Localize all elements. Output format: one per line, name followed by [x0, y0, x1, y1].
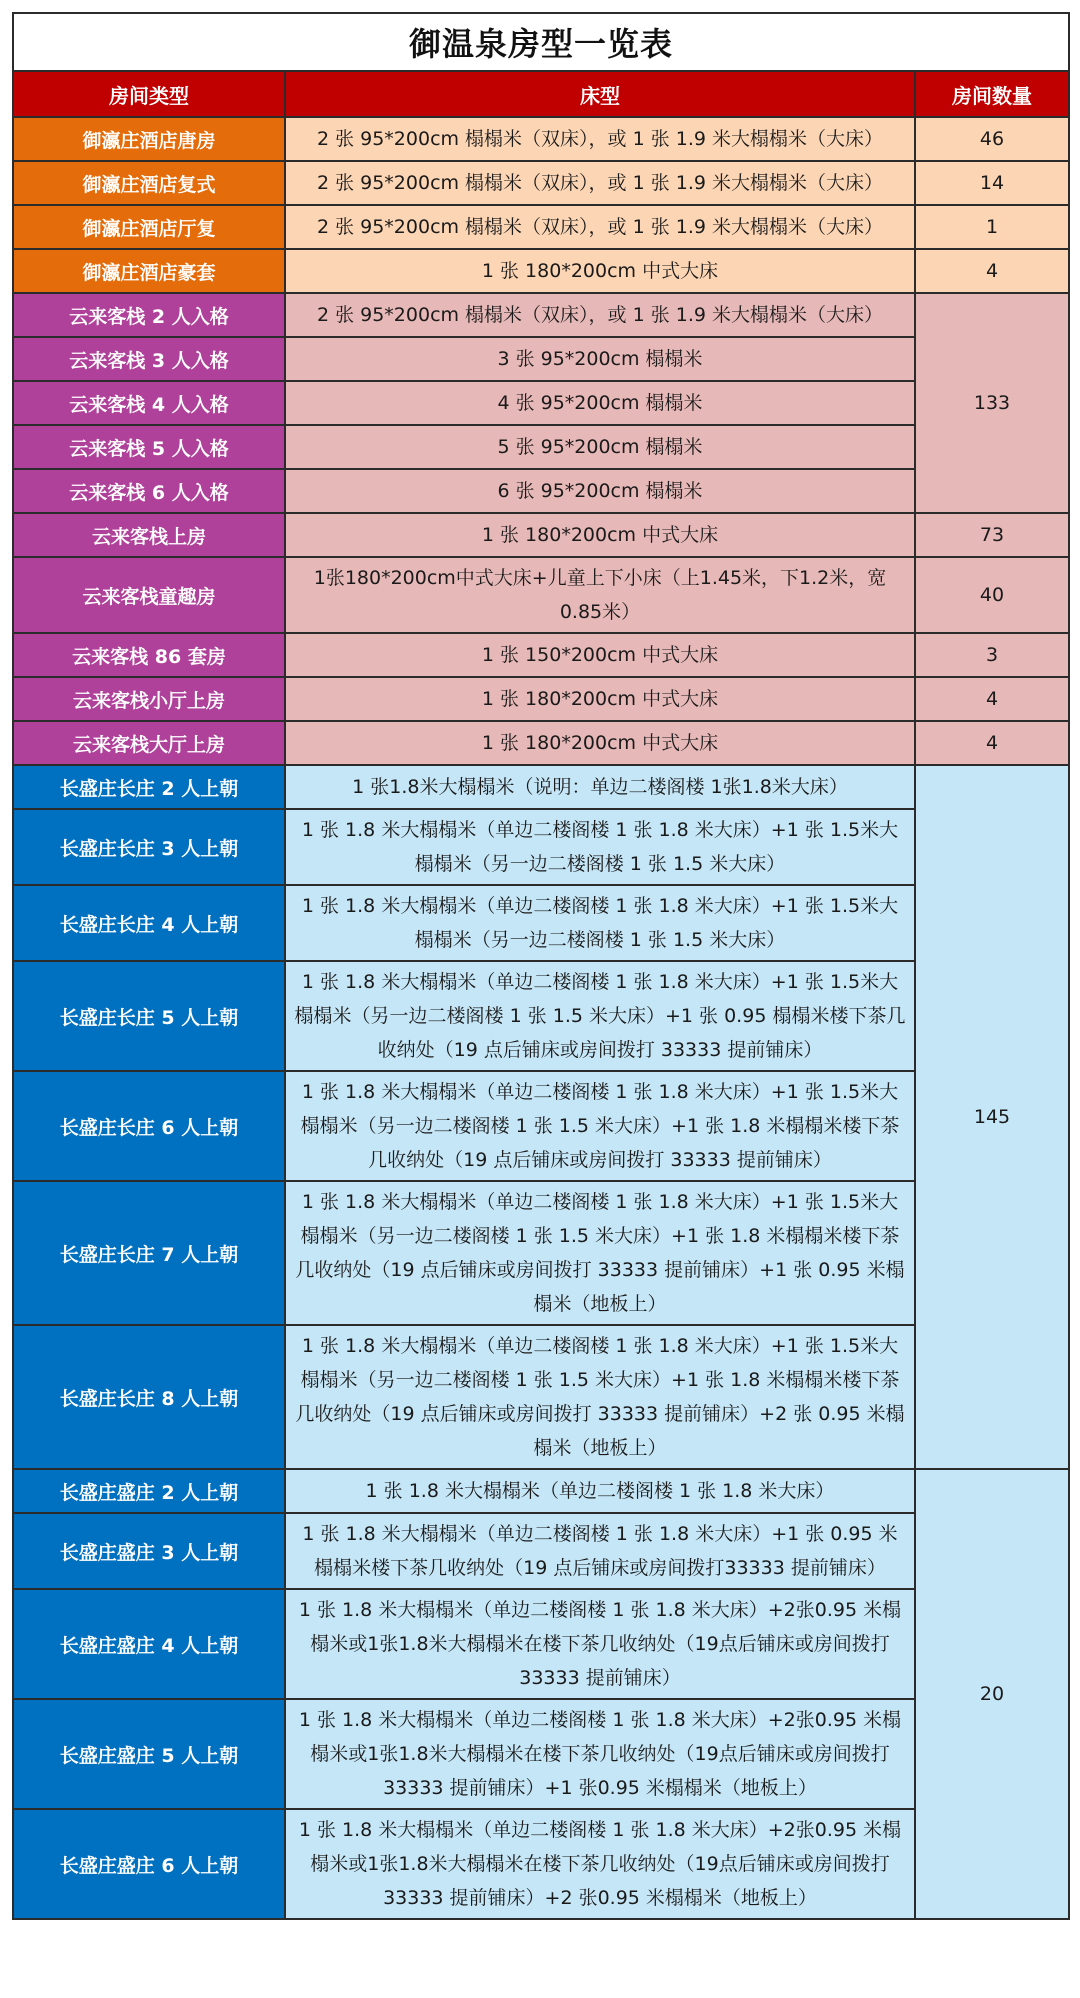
- bed-type-cell: 1 张 1.8 米大榻榻米（单边二楼阁楼 1 张 1.8 米大床）+2张0.95 米榻榻米或1张1.8米大榻榻米在楼下茶几收纳处（19点后铺床或房间拨打33333 提前铺床）+2 张0.95 米榻榻米（地板上）: [285, 1809, 915, 1919]
- bed-type-cell: 1 张 180*200cm 中式大床: [285, 677, 915, 721]
- room-type-cell: 御瀛庄酒店豪套: [13, 249, 285, 293]
- room-type-cell: 云来客栈 6 人入格: [13, 469, 285, 513]
- bed-type-cell: 4 张 95*200cm 榻榻米: [285, 381, 915, 425]
- room-type-cell: 御瀛庄酒店复式: [13, 161, 285, 205]
- room-type-table: [12, 12, 1070, 1920]
- room-count-cell: 1: [915, 205, 1069, 249]
- table-row: [13, 381, 1069, 425]
- room-type-cell: 长盛庄长庄 5 人上朝: [13, 961, 285, 1071]
- room-type-cell: 长盛庄长庄 4 人上朝: [13, 885, 285, 961]
- room-type-cell: 长盛庄盛庄 2 人上朝: [13, 1469, 285, 1513]
- bed-type-cell: 1 张 180*200cm 中式大床: [285, 721, 915, 765]
- bed-type-cell: 1 张 1.8 米大榻榻米（单边二楼阁楼 1 张 1.8 米大床）: [285, 1469, 915, 1513]
- table-row: [13, 557, 1069, 633]
- bed-type-cell: 2 张 95*200cm 榻榻米（双床），或 1 张 1.9 米大榻榻米（大床）: [285, 293, 915, 337]
- room-type-cell: 长盛庄盛庄 3 人上朝: [13, 1513, 285, 1589]
- table-row: [13, 809, 1069, 885]
- table-row: [13, 205, 1069, 249]
- table-body: [13, 117, 1069, 1919]
- bed-type-cell: 3 张 95*200cm 榻榻米: [285, 337, 915, 381]
- room-type-cell: 长盛庄盛庄 4 人上朝: [13, 1589, 285, 1699]
- room-type-cell: 云来客栈 2 人入格: [13, 293, 285, 337]
- table-row: [13, 513, 1069, 557]
- table-row: [13, 117, 1069, 161]
- room-count-cell: 20: [915, 1469, 1069, 1919]
- room-type-cell: 长盛庄长庄 6 人上朝: [13, 1071, 285, 1181]
- room-type-cell: 云来客栈大厅上房: [13, 721, 285, 765]
- bed-type-cell: 1 张1.8米大榻榻米（说明：单边二楼阁楼 1张1.8米大床）: [285, 765, 915, 809]
- table-row: [13, 1699, 1069, 1809]
- bed-type-cell: 2 张 95*200cm 榻榻米（双床），或 1 张 1.9 米大榻榻米（大床）: [285, 161, 915, 205]
- room-type-cell: 云来客栈小厅上房: [13, 677, 285, 721]
- bed-type-cell: 6 张 95*200cm 榻榻米: [285, 469, 915, 513]
- room-type-cell: 云来客栈 5 人入格: [13, 425, 285, 469]
- table-row: [13, 1469, 1069, 1513]
- room-type-cell: 云来客栈童趣房: [13, 557, 285, 633]
- bed-type-cell: 2 张 95*200cm 榻榻米（双床），或 1 张 1.9 米大榻榻米（大床）: [285, 205, 915, 249]
- table-row: [13, 425, 1069, 469]
- bed-type-cell: 1 张 180*200cm 中式大床: [285, 513, 915, 557]
- table-row: [13, 1181, 1069, 1325]
- table-row: [13, 1325, 1069, 1469]
- bed-type-cell: 1张180*200cm中式大床+儿童上下小床（上1.45米，下1.2米，宽0.85米）: [285, 557, 915, 633]
- table-row: [13, 765, 1069, 809]
- table-row: [13, 677, 1069, 721]
- bed-type-cell: 1 张 1.8 米大榻榻米（单边二楼阁楼 1 张 1.8 米大床）+1 张 1.5米大榻榻米（另一边二楼阁楼 1 张 1.5 米大床）+1 张 0.95 榻榻米楼下茶几收纳处（19 点后铺床或房间拨打 33333 提前铺床）: [285, 961, 915, 1071]
- table-row: [13, 1513, 1069, 1589]
- room-type-cell: 长盛庄长庄 8 人上朝: [13, 1325, 285, 1469]
- room-type-cell: 御瀛庄酒店厅复: [13, 205, 285, 249]
- room-count-cell: 14: [915, 161, 1069, 205]
- table-row: [13, 633, 1069, 677]
- bed-type-cell: 1 张 1.8 米大榻榻米（单边二楼阁楼 1 张 1.8 米大床）+1 张 1.5米大榻榻米（另一边二楼阁楼 1 张 1.5 米大床）+1 张 1.8 米榻榻米楼下茶几收纳处（19 点后铺床或房间拨打 33333 提前铺床）+2 张 0.95 米榻榻米（地板上）: [285, 1325, 915, 1469]
- bed-type-cell: 1 张 1.8 米大榻榻米（单边二楼阁楼 1 张 1.8 米大床）+1 张 1.5米大榻榻米（另一边二楼阁楼 1 张 1.5 米大床）+1 张 1.8 米榻榻米楼下茶几收纳处（19 点后铺床或房间拨打 33333 提前铺床）+1 张 0.95 米榻榻米（地板上）: [285, 1181, 915, 1325]
- room-type-cell: 云来客栈 3 人入格: [13, 337, 285, 381]
- room-count-cell: 40: [915, 557, 1069, 633]
- room-type-cell: 长盛庄长庄 3 人上朝: [13, 809, 285, 885]
- bed-type-cell: 1 张 1.8 米大榻榻米（单边二楼阁楼 1 张 1.8 米大床）+2张0.95 米榻榻米或1张1.8米大榻榻米在楼下茶几收纳处（19点后铺床或房间拨打33333 提前铺床）+1 张0.95 米榻榻米（地板上）: [285, 1699, 915, 1809]
- bed-type-cell: 1 张 180*200cm 中式大床: [285, 249, 915, 293]
- bed-type-cell: 1 张 1.8 米大榻榻米（单边二楼阁楼 1 张 1.8 米大床）+1 张 0.95 米榻榻米楼下茶几收纳处（19 点后铺床或房间拨打33333 提前铺床）: [285, 1513, 915, 1589]
- table-row: [13, 293, 1069, 337]
- bed-type-cell: 1 张 1.8 米大榻榻米（单边二楼阁楼 1 张 1.8 米大床）+2张0.95 米榻榻米或1张1.8米大榻榻米在楼下茶几收纳处（19点后铺床或房间拨打33333 提前铺床）: [285, 1589, 915, 1699]
- bed-type-cell: 1 张 1.8 米大榻榻米（单边二楼阁楼 1 张 1.8 米大床）+1 张 1.5米大榻榻米（另一边二楼阁楼 1 张 1.5 米大床）: [285, 809, 915, 885]
- room-count-cell: 46: [915, 117, 1069, 161]
- bed-type-cell: 5 张 95*200cm 榻榻米: [285, 425, 915, 469]
- room-count-cell: 133: [915, 293, 1069, 513]
- room-count-cell: 3: [915, 633, 1069, 677]
- bed-type-cell: 1 张 150*200cm 中式大床: [285, 633, 915, 677]
- table-row: [13, 1809, 1069, 1919]
- table-row: [13, 885, 1069, 961]
- table-title: 御温泉房型一览表: [13, 13, 1069, 71]
- table-row: [13, 961, 1069, 1071]
- bed-type-cell: 1 张 1.8 米大榻榻米（单边二楼阁楼 1 张 1.8 米大床）+1 张 1.5米大榻榻米（另一边二楼阁楼 1 张 1.5 米大床）+1 张 1.8 米榻榻米楼下茶几收纳处（19 点后铺床或房间拨打 33333 提前铺床）: [285, 1071, 915, 1181]
- table-row: [13, 1589, 1069, 1699]
- room-type-cell: 长盛庄盛庄 6 人上朝: [13, 1809, 285, 1919]
- room-type-cell: 长盛庄长庄 7 人上朝: [13, 1181, 285, 1325]
- room-count-cell: 73: [915, 513, 1069, 557]
- room-type-cell: 御瀛庄酒店唐房: [13, 117, 285, 161]
- room-type-table-wrapper: [12, 12, 1068, 1920]
- header-room-count: 房间数量: [915, 71, 1069, 117]
- room-type-cell: 云来客栈 4 人入格: [13, 381, 285, 425]
- room-type-cell: 云来客栈 86 套房: [13, 633, 285, 677]
- header-room-type: 房间类型: [13, 71, 285, 117]
- header-bed-type: 床型: [285, 71, 915, 117]
- room-count-cell: 145: [915, 765, 1069, 1469]
- bed-type-cell: 2 张 95*200cm 榻榻米（双床），或 1 张 1.9 米大榻榻米（大床）: [285, 117, 915, 161]
- room-count-cell: 4: [915, 721, 1069, 765]
- room-type-cell: 云来客栈上房: [13, 513, 285, 557]
- room-count-cell: 4: [915, 249, 1069, 293]
- table-row: [13, 249, 1069, 293]
- table-row: [13, 337, 1069, 381]
- room-type-cell: 长盛庄长庄 2 人上朝: [13, 765, 285, 809]
- room-count-cell: 4: [915, 677, 1069, 721]
- table-row: [13, 1071, 1069, 1181]
- room-type-cell: 长盛庄盛庄 5 人上朝: [13, 1699, 285, 1809]
- table-row: [13, 721, 1069, 765]
- bed-type-cell: 1 张 1.8 米大榻榻米（单边二楼阁楼 1 张 1.8 米大床）+1 张 1.5米大榻榻米（另一边二楼阁楼 1 张 1.5 米大床）: [285, 885, 915, 961]
- table-row: [13, 469, 1069, 513]
- table-row: [13, 161, 1069, 205]
